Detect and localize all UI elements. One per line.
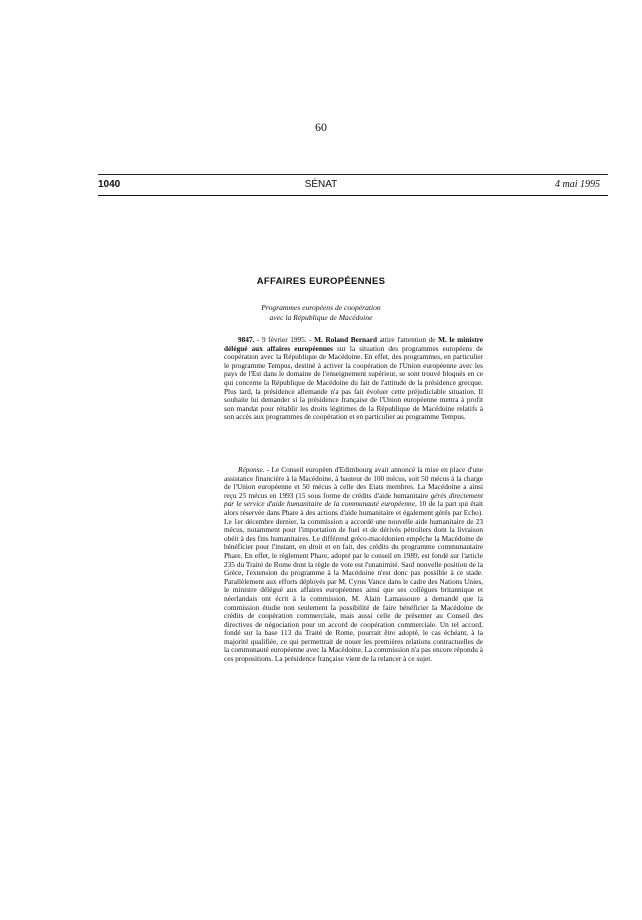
answer-label: Réponse.: [238, 465, 265, 474]
subject-line-1: Programmes européens de coopération: [261, 303, 381, 312]
question-minister: M. le ministre délégué aux affaires européennes: [224, 335, 483, 353]
journal-title: SÉNAT: [304, 179, 338, 190]
ministerial-answer: [224, 466, 483, 664]
question-text: sur la situation des programmes européens de coopération avec la République de Macédoine. En effet, des programmes, en particulier le programme Tempus, destiné à activer la coopération de l'Union européenne avec les pays de l'Est dans le domaine de l'enseignement supérieur, se sont trouvé bloqués en ce qui concerne la République de Macédoine du fait de l'attitude de la présidence grecque. Plus tard, la présidence allemande n'a pas fait évoluer cette préjudiciable situation. Il souhaite lui demander si la présidence française de l'Union européenne mettra à profit son mandat pour rétablir les droits légitimes de la République de Macédoine relatifs à son accès aux programmes de coopération et en particulier au programme Tempus.: [224, 343, 483, 422]
question-number: 9847.: [238, 335, 255, 344]
answer-part-1: - Le Conseil européen d'Edimbourg avait annoncé la mise en place d'une assistance financière à la Macédoine, à hauteur de 100 mécus, soit 50 mécus à la charge de l'Union européenne et 50 mécus à celle des Etats membres. La Macédoine a ainsi reçu 25 mécus en 1993 (15 sous forme de crédits d'aide humanitaire: [224, 465, 483, 500]
answer-paragraph: [224, 466, 483, 664]
header-bottom-rule: [98, 195, 608, 196]
subject-line-2: avec la République de Macédoine: [269, 313, 373, 322]
answer-part-2: , 10 de la part qui était alors réservée dans Phare à des actions d'aide humanitaire et également gérés par Echo). Le 1er décembre dernier, la commission a accordé une nouvelle aide humanitaire de 23 mécus, notamment pour l'importation de fuel et de dérivés pétroliers dont la livraison obéit à des fins humanitaires. Le différend gréco-macédonien empêche la Macédoine de bénéficier pour l'instant, en droit et en fait, des crédits du programme communautaire Phare. En effet, le règlement Phare, adopté par le conseil en 1989, est fondé sur l'article 235 du Traité de Rome dont la règle de vote est l'unanimité. Sauf nouvelle position de la Grèce, l'extension du programme à la Macédoine n'est donc pas possible à ce stade. Parallèlement aux efforts déployés par M. Cyrus Vance dans le cadre des Nations Unies, le ministre délégué aux affaires européennes ainsi que ses collègues britannique et néerlandais ont écrit à la commission. M. Alain Lamassoure a demandé que la commission étudie non seulement la possibilité de faire bénéficier la Macédoine de crédits de coopération commerciale, mais aussi celle de présenter au Conseil des directives de négociation pour un accord de coopération commerciale. Un tel accord, fondé sur la base 113 du Traité de Rome, pourrait être adopté, le cas échéant, à la majorité qualifiée, ce qui permettrait de nouer les premières relations contractuelles de la communauté européenne avec la Macédoine. La commission n'a pas encore répondu à ces propositions. La présidence française vient de la relancer à ce sujet.: [224, 499, 483, 664]
journal-page-number: 1040: [98, 179, 121, 190]
written-question: [224, 336, 483, 422]
question-paragraph: [224, 336, 483, 422]
section-title: AFFAIRES EUROPÉENNES: [256, 276, 386, 287]
answer-italic-1: gérés directement par le service d'aide humanitaire de la communauté européenne: [224, 490, 483, 509]
page-number: 60: [315, 120, 327, 134]
question-attire: attire l'attention de: [377, 335, 439, 344]
question-author: M. Roland Bernard: [314, 335, 378, 344]
question-date: - 9 février 1995. -: [254, 335, 315, 344]
header-top-rule: [98, 174, 608, 175]
question-subject: [0, 303, 642, 323]
journal-date: 4 mai 1995: [555, 179, 600, 190]
